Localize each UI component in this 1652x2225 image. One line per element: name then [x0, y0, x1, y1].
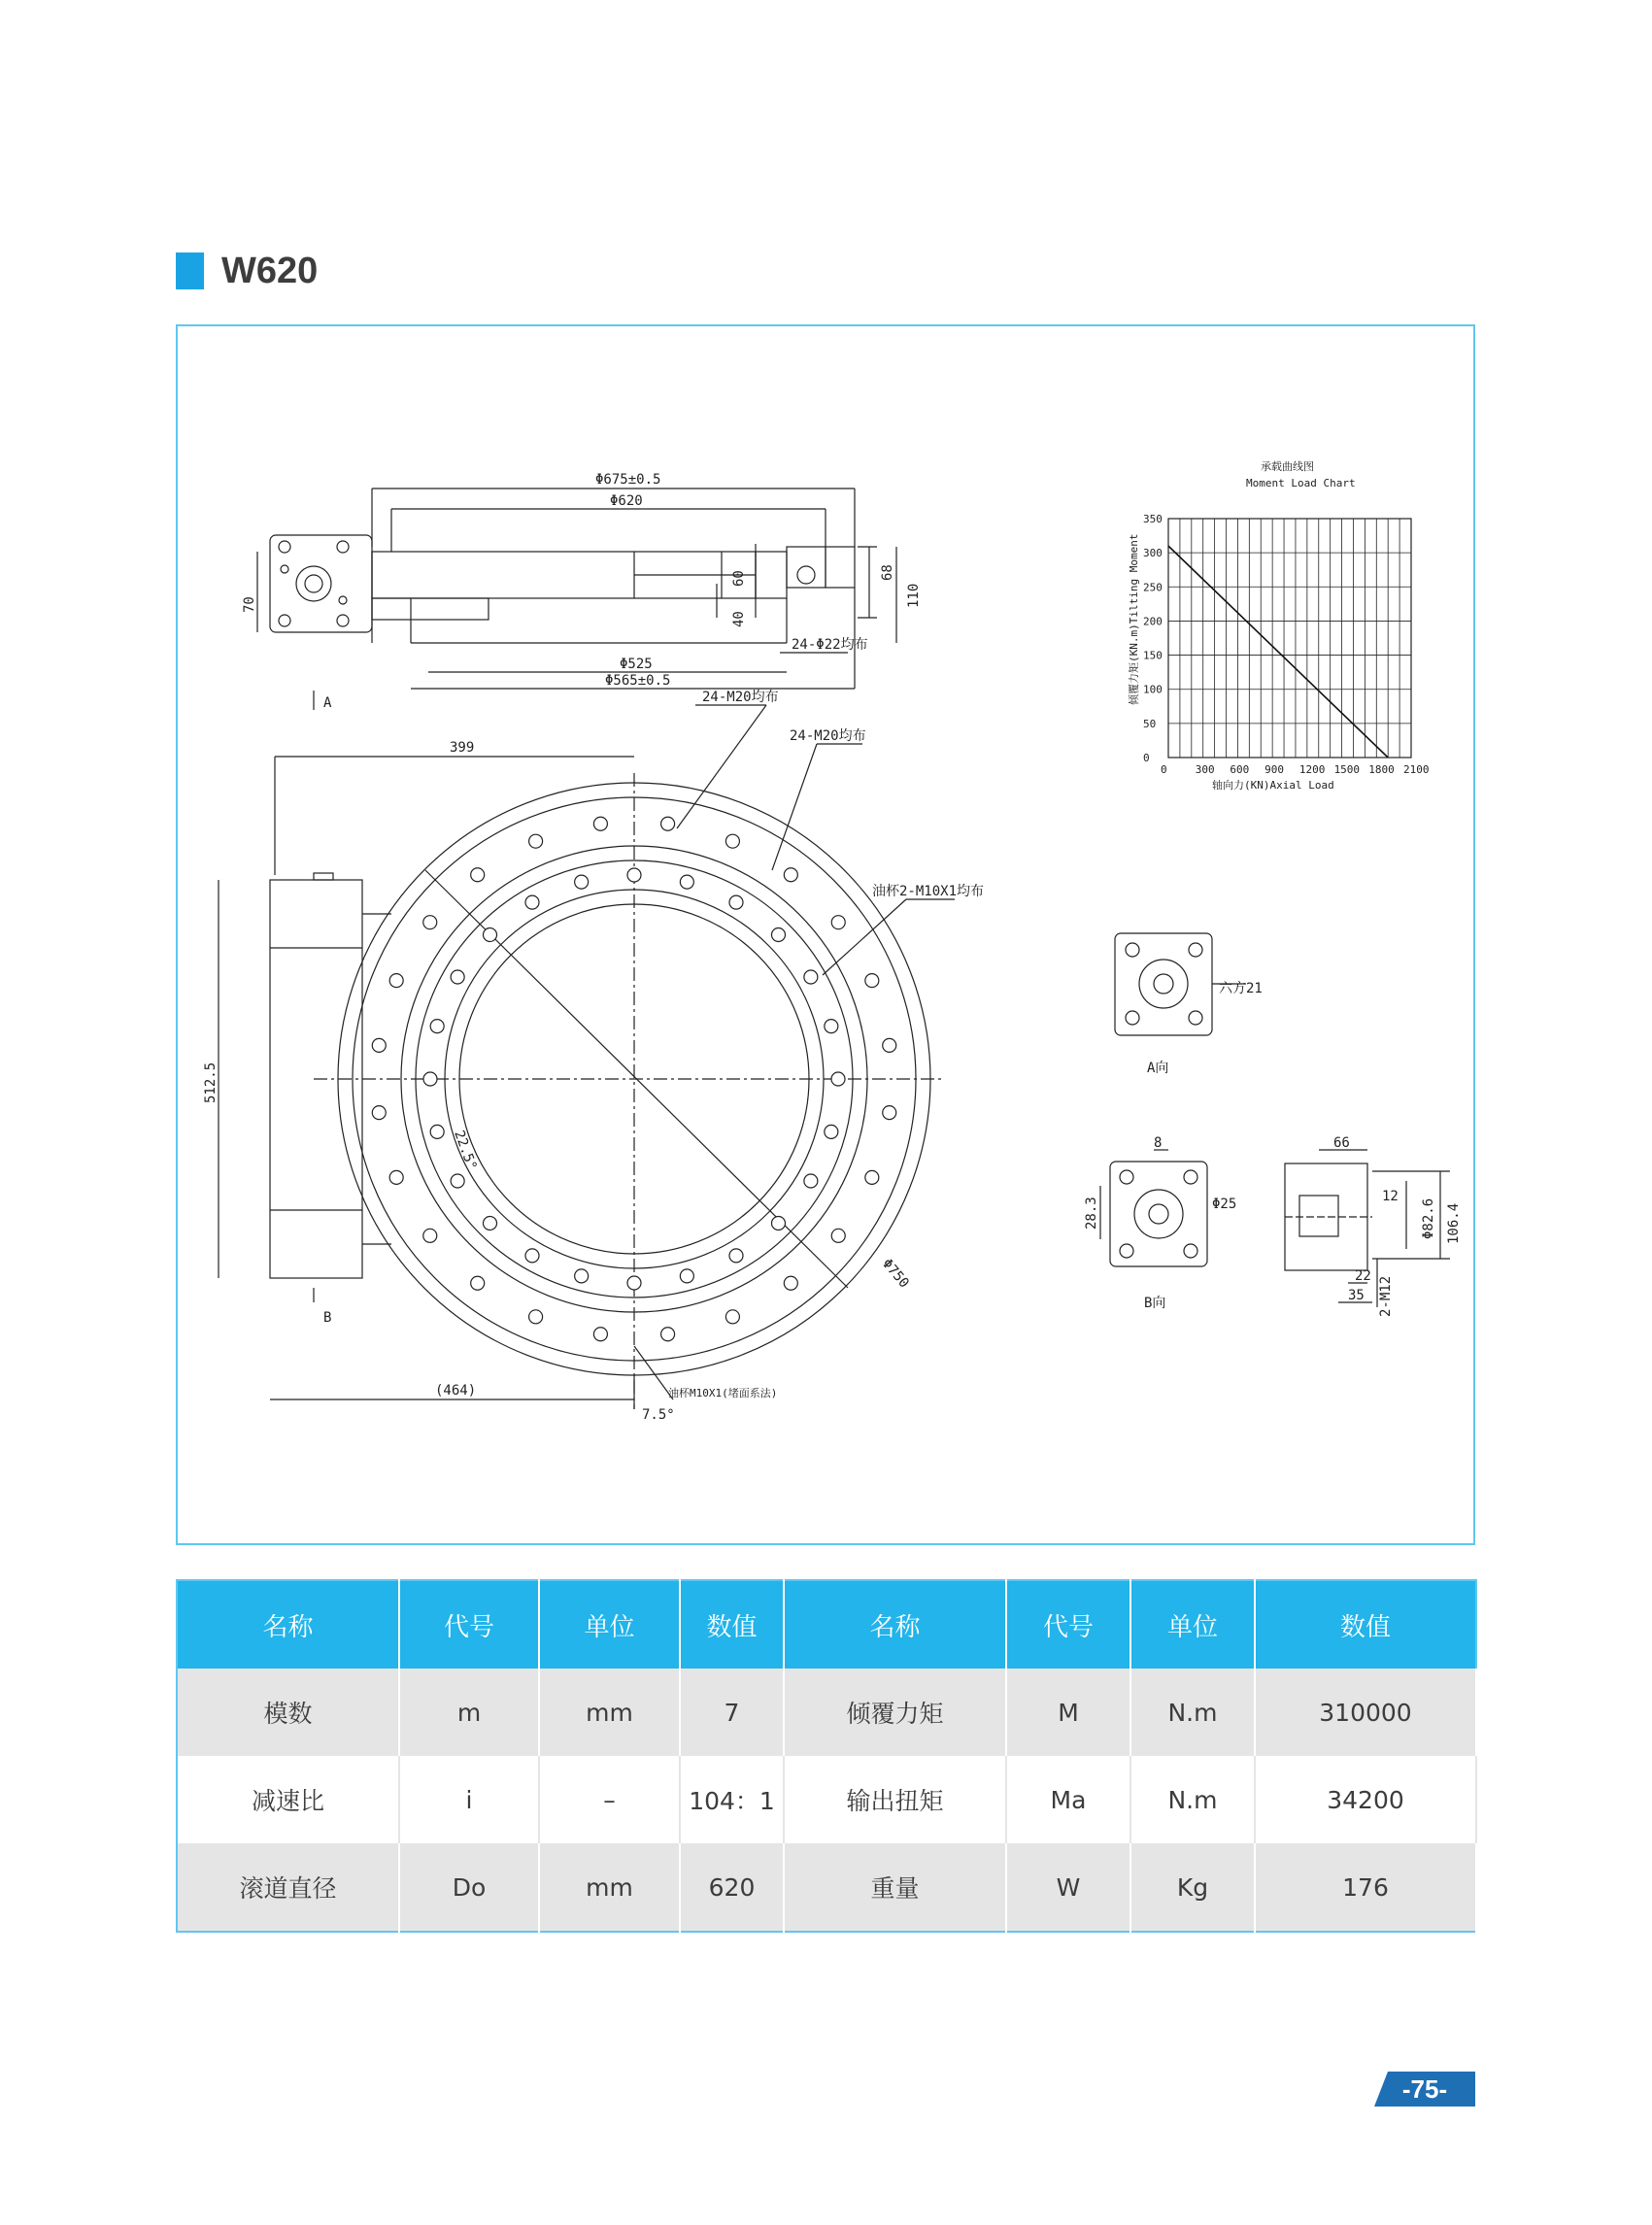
table-cell: N.m [1130, 1669, 1255, 1756]
table-cell: 310000 [1255, 1669, 1476, 1756]
outer-bolt-hole [831, 1229, 845, 1242]
outer-bolt-hole [372, 1038, 386, 1052]
x-tick-label: 600 [1230, 763, 1250, 776]
chart-xlabel: 轴向力(KN)Axial Load [1212, 779, 1334, 792]
outer-bolt-hole [423, 1229, 437, 1242]
load-chart [1127, 459, 1430, 792]
y-tick-label: 300 [1143, 547, 1163, 560]
outer-bolt-hole [725, 834, 739, 848]
view-b-marker: B [323, 1310, 332, 1326]
title-accent-block [176, 253, 204, 289]
drawing-frame [176, 324, 1475, 1545]
y-tick-label: 150 [1143, 649, 1163, 662]
table-cell: 输出扭矩 [784, 1756, 1006, 1843]
x-tick-label: 1800 [1368, 763, 1395, 776]
front-view [219, 705, 955, 1409]
y-tick-label: 200 [1143, 615, 1163, 628]
inner-bolt-hole [430, 1125, 444, 1138]
inner-bolt-hole [680, 875, 693, 889]
dim-s22: 22 [1355, 1268, 1371, 1284]
dim-b25: Φ25 [1212, 1197, 1237, 1212]
outer-bolt-hole [865, 1170, 879, 1184]
y-tick-label: 350 [1143, 513, 1163, 525]
chart-ticks [1143, 513, 1430, 776]
page-number-badge [1374, 2072, 1475, 2107]
outer-bolt-hole [471, 868, 485, 882]
outer-bolt-hole [593, 1328, 607, 1341]
dim-hex: 六方21 [1219, 981, 1263, 996]
outer-bolt-hole [661, 1328, 675, 1341]
y-tick-label: 0 [1143, 752, 1150, 764]
view-b-label: B向 [1144, 1296, 1166, 1311]
outer-bolt-hole [831, 916, 845, 929]
table-cell: N.m [1130, 1756, 1255, 1843]
table-cell: W [1006, 1843, 1130, 1932]
x-tick-label: 300 [1195, 763, 1215, 776]
dim-grease2: 油杯M10X1(堵面系法) [668, 1387, 778, 1399]
dim-d620: Φ620 [610, 493, 643, 509]
dim-s1064: 106.4 [1446, 1202, 1462, 1244]
spec-table [176, 1579, 1477, 1933]
dim-h110: 110 [906, 583, 922, 608]
header-name-1: 名称 [177, 1580, 399, 1669]
inner-bolt-hole [804, 970, 818, 984]
inner-bolt-hole [729, 1249, 743, 1263]
dim-ang75: 7.5° [642, 1407, 675, 1423]
outer-bolt-hole [883, 1038, 896, 1052]
dim-b283: 28.3 [1084, 1197, 1099, 1230]
dim-s35: 35 [1348, 1288, 1365, 1303]
model-title: W620 [221, 250, 319, 291]
table-cell: 模数 [177, 1669, 399, 1756]
table-cell: Kg [1130, 1843, 1255, 1932]
table-cell: mm [539, 1669, 680, 1756]
dim-h68: 68 [880, 564, 895, 581]
inner-bolt-hole [575, 1269, 589, 1283]
section-title [176, 251, 318, 291]
view-b [1100, 1150, 1207, 1266]
table-row [177, 1756, 1476, 1843]
table-row [177, 1843, 1476, 1932]
inner-bolt-hole [825, 1020, 838, 1033]
inner-bolt-hole [771, 1216, 785, 1230]
technical-drawing [178, 326, 1477, 1547]
dim-grease1: 油杯2-M10X1均布 [872, 884, 985, 899]
side-view [257, 489, 896, 710]
y-tick-label: 250 [1143, 581, 1163, 594]
inner-bolt-hole [484, 1216, 497, 1230]
table-cell: m [399, 1669, 539, 1756]
chart-grid [1168, 519, 1411, 758]
outer-bolt-hole [593, 817, 607, 830]
dim-h70: 70 [242, 596, 257, 613]
header-name-2: 名称 [784, 1580, 1006, 1669]
header-unit-1: 单位 [539, 1580, 680, 1669]
view-a-marker: A [323, 695, 332, 711]
header-value-2: 数值 [1255, 1580, 1476, 1669]
inner-bolt-hole [484, 928, 497, 942]
table-row [177, 1669, 1476, 1756]
header-code-1: 代号 [399, 1580, 539, 1669]
dim-d675: Φ675±0.5 [595, 472, 661, 488]
outer-bolt-hole [529, 834, 543, 848]
x-tick-label: 1200 [1298, 763, 1326, 776]
y-tick-label: 50 [1143, 717, 1157, 730]
inner-bolt-hole [451, 970, 464, 984]
chart-series [1168, 546, 1388, 758]
dim-s66: 66 [1333, 1135, 1350, 1151]
outer-bolt-hole [784, 1276, 797, 1290]
table-cell: 34200 [1255, 1756, 1476, 1843]
chart-series-line [1168, 546, 1388, 758]
table-cell: 重量 [784, 1843, 1006, 1932]
inner-bolt-hole [627, 1276, 641, 1290]
table-header-row [177, 1580, 1476, 1669]
dim-s826: Φ82.6 [1421, 1197, 1436, 1239]
x-tick-label: 1500 [1333, 763, 1361, 776]
dim-h60: 60 [731, 570, 747, 587]
view-a-label: A向 [1147, 1061, 1169, 1076]
table-cell: 176 [1255, 1843, 1476, 1932]
outer-bolt-hole [784, 868, 797, 882]
inner-bolt-hole [771, 928, 785, 942]
inner-bolt-hole [831, 1072, 845, 1086]
outer-bolt-hole [389, 1170, 403, 1184]
dim-d750: Φ750 [878, 1256, 912, 1292]
inner-bolt-hole [627, 868, 641, 882]
dim-h40: 40 [731, 611, 747, 627]
table-cell: Ma [1006, 1756, 1130, 1843]
header-unit-2: 单位 [1130, 1580, 1255, 1669]
outer-bolt-hole [471, 1276, 485, 1290]
inner-bolt-hole [423, 1072, 437, 1086]
outer-bolt-hole [529, 1310, 543, 1324]
outer-bolt-hole [372, 1106, 386, 1120]
inner-bolt-hole [729, 895, 743, 909]
table-cell: 滚道直径 [177, 1843, 399, 1932]
outer-bolt-hole [865, 974, 879, 988]
dim-ang225: 22.5° [451, 1128, 480, 1172]
inner-bolt-hole [451, 1174, 464, 1188]
dim-d525: Φ525 [620, 657, 653, 672]
chart-title-cn: 承载曲线图 [1261, 460, 1314, 473]
header-code-2: 代号 [1006, 1580, 1130, 1669]
dim-b8: 8 [1154, 1135, 1163, 1151]
outer-bolt-hole [661, 817, 675, 830]
table-cell: 7 [680, 1669, 784, 1756]
y-tick-label: 100 [1143, 683, 1163, 696]
chart-title-en: Moment Load Chart [1246, 477, 1356, 489]
table-cell: i [399, 1756, 539, 1843]
dim-s12: 12 [1382, 1189, 1399, 1204]
inner-bolt-hole [525, 895, 539, 909]
table-cell: 104：1 [680, 1756, 784, 1843]
table-cell: 倾覆力矩 [784, 1669, 1006, 1756]
header-value-1: 数值 [680, 1580, 784, 1669]
x-tick-label: 900 [1264, 763, 1285, 776]
table-cell: mm [539, 1843, 680, 1932]
table-cell: 620 [680, 1843, 784, 1932]
dim-thread-outer: 24-M20均布 [702, 690, 779, 705]
outer-bolt-hole [883, 1106, 896, 1120]
x-tick-label: 0 [1161, 763, 1167, 776]
inner-bolt-hole [825, 1125, 838, 1138]
dim-thread-inner: 24-M20均布 [790, 728, 866, 744]
table-cell: Do [399, 1843, 539, 1932]
x-tick-label: 2100 [1403, 763, 1430, 776]
inner-bolt-hole [430, 1020, 444, 1033]
table-cell: 减速比 [177, 1756, 399, 1843]
chart-plot-area [1168, 519, 1411, 758]
table-cell: M [1006, 1669, 1130, 1756]
dim-holes-outer: 24-Φ22均布 [792, 637, 868, 653]
dim-w399: 399 [450, 740, 475, 756]
inner-bolt-hole [804, 1174, 818, 1188]
page-number: -75- [1401, 2074, 1448, 2104]
dim-d565: Φ565±0.5 [605, 673, 671, 689]
outer-bolt-hole [725, 1310, 739, 1324]
inner-bolt-hole [575, 875, 589, 889]
inner-bolt-hole [680, 1269, 693, 1283]
inner-bolt-hole [525, 1249, 539, 1263]
dim-w464: (464) [435, 1383, 477, 1399]
dim-h512: 512.5 [203, 1062, 219, 1103]
dim-s2m12: 2-M12 [1378, 1275, 1394, 1317]
outer-bolt-hole [423, 916, 437, 929]
outer-bolt-hole [389, 974, 403, 988]
table-cell: – [539, 1756, 680, 1843]
chart-ylabel: 倾覆力矩(KN.m)Tilting Moment [1128, 533, 1140, 705]
